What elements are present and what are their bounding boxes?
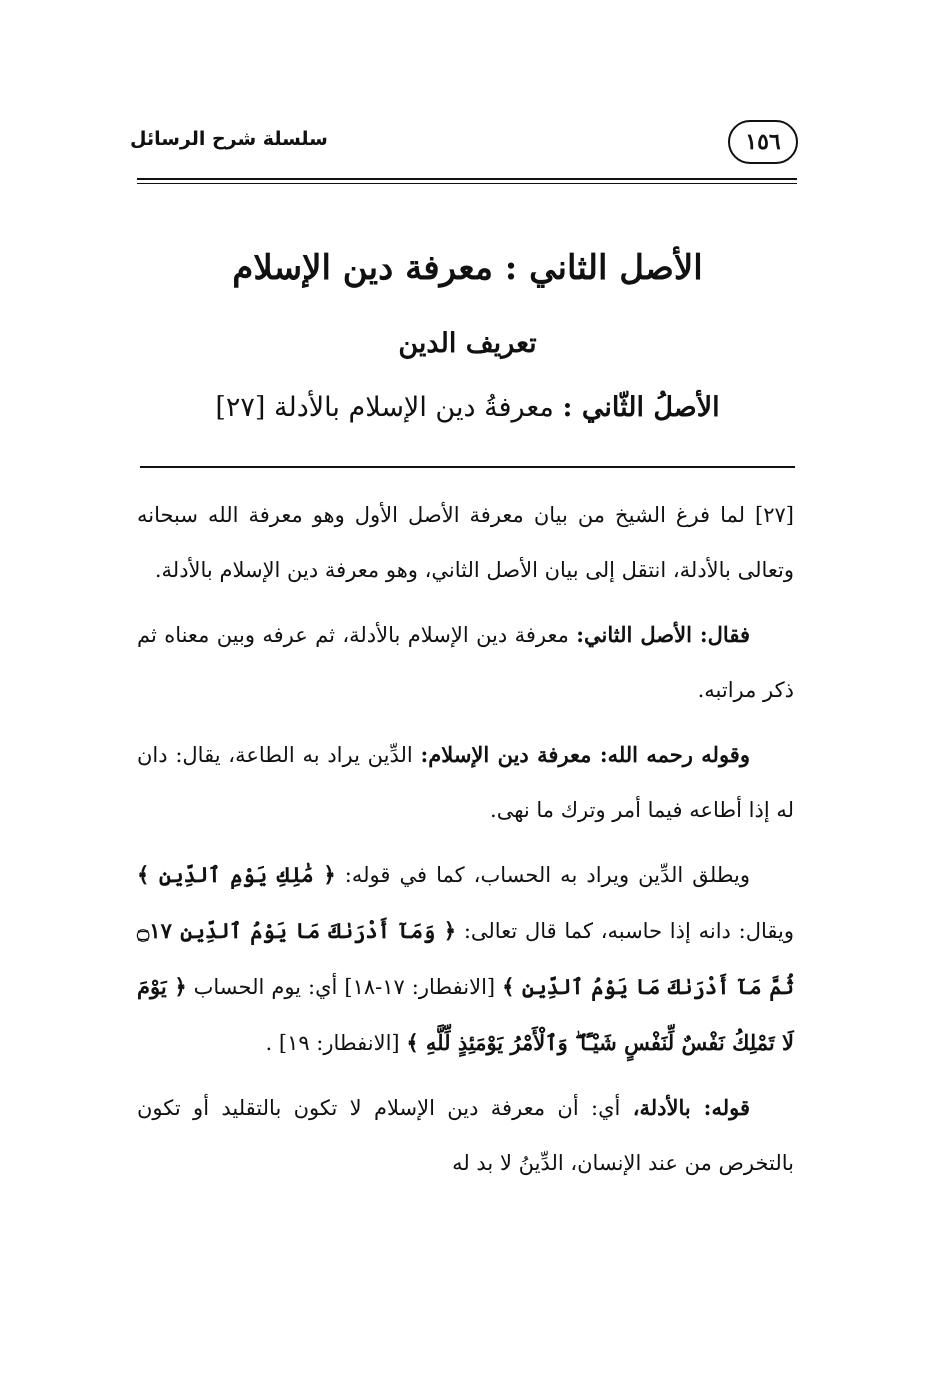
quran-verse-2: ﴿ وَمَآ أَدْرَىٰكَ مَا يَوْمُ ٱلدِّينِ ۝١٧ ثُمَّ مَآ أَدْرَىٰكَ مَا يَوْمُ ٱلدِّينِ ﴾ [137,918,794,999]
paragraph-2-lead: فقال: الأصل الثاني: [576,622,750,647]
section-title: تعريف الدين [398,328,537,359]
matn-heading [140,392,795,423]
header-rule [137,178,797,180]
paragraph-4-text-1: ويطلق الدِّين ويراد به الحساب، كما في قوله: [344,863,750,887]
quran-verse-3: ﴿ يَوْمَ لَا تَمْلِكُ نَفْسٌ لِّنَفْسٍ شَيْـًٔا ۖ وَٱلْأَمْرُ يَوْمَئِذٍ لِّلَّهِ ﴾ [137,974,794,1055]
quran-verse-1: ﴿ مَٰلِكِ يَوْمِ ٱلدِّينِ ﴾ [137,862,336,887]
paragraph-3 [137,727,794,838]
chapter-title: الأصل الثاني : معرفة دين الإسلام [232,248,703,288]
matn-label: الأصلُ الثّاني : [562,392,720,423]
series-title: سلسلة شرح الرسائل [130,128,328,150]
paragraph-2 [137,607,794,718]
commentary-body [137,488,794,1200]
paragraph-2-text: معرفة دين الإسلام بالأدلة، ثم عرفه وبين معناه ثم ذكر مراتبه. [137,623,794,702]
matn-text: معرفةُ دين الإسلام بالأدلة [٢٧] [215,392,554,423]
verse-reference-2: [الانفطار: ١٩] . [265,1031,400,1055]
paragraph-3-lead: وقوله رحمه الله: معرفة دين الإسلام: [420,742,750,767]
paragraph-4-text-3: أي: يوم الحساب [193,975,338,999]
paragraph-5-lead: قوله: بالأدلة، [632,1095,750,1120]
header-rule-thin [137,183,797,184]
paragraph-4-text-2: ويقال: دانه إذا حاسبه، كما قال تعالى: [463,919,794,943]
section-divider [140,466,795,468]
paragraph-3-text: الدِّين يراد به الطاعة، يقال: دان له إذا أطاعه فيما أمر وترك ما نهى. [137,743,794,822]
paragraph-4 [137,847,794,1071]
paragraph-5 [137,1080,794,1191]
page-number: ١٥٦ [728,120,798,164]
paragraph-1: [٢٧] لما فرغ الشيخ من بيان معرفة الأصل الأول وهو معرفة الله سبحانه وتعالى بالأدلة، انتقل إلى بيان الأصل الثاني، وهو معرفة دين الإسلام بالأدلة. [137,503,794,582]
paragraph-5-text: أي: أن معرفة دين الإسلام لا تكون بالتقليد أو تكون بالتخرص من عند الإنسان، الدِّينُ لا بد له [137,1096,794,1175]
verse-reference-1: [الانفطار: ١٧-١٨] [344,975,496,999]
